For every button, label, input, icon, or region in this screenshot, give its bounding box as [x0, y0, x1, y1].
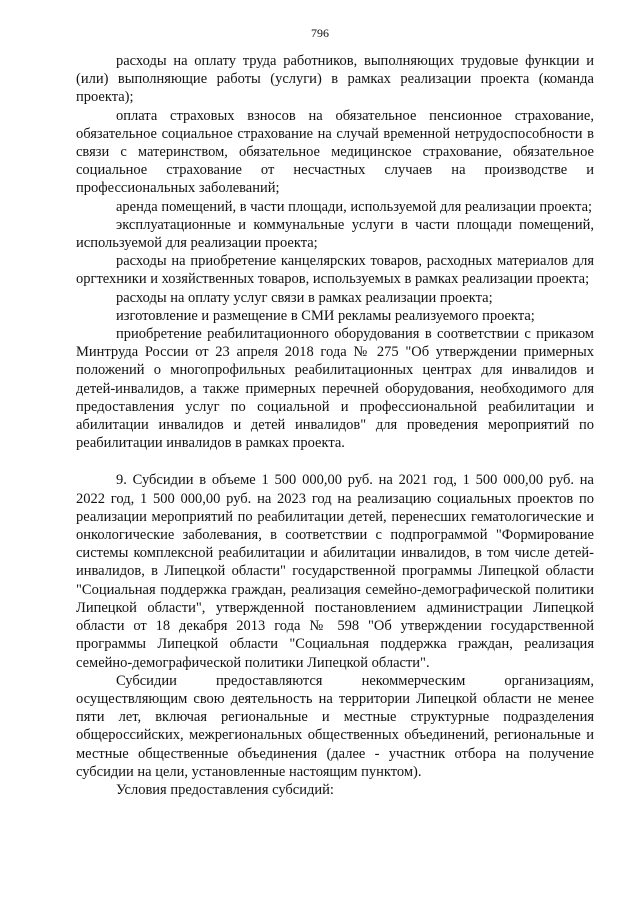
expense-item-insurance: оплата страховых взносов на обязательное пенсионное страхование, обязательное социальное страхование на случай временной нетрудоспособности в связи с материнством, обязательное медицинское страхование, обязательное социальное страхование от несчастных случаев на производстве и профессиональных заболеваний; [76, 107, 594, 197]
expense-item-supplies: расходы на приобретение канцелярских товаров, расходных материалов для оргтехники и хозяйственных товаров, используемых в рамках реализации проекта; [76, 253, 594, 288]
subsidy-recipients-paragraph: Субсидии предоставляются некоммерческим организациям, осуществляющим свою деятельность на территории Липецкой области не менее пяти лет, включая региональные и местные структурные подразделения общероссийских, межрегиональных общественных объединений, региональные и местные общественные объединения (далее - участник отбора на получение субсидии на цели, установленные настоящим пунктом). [76, 672, 594, 780]
expense-item-utilities: эксплуатационные и коммунальные услуги в части площади помещений, используемой для реализации проекта; [76, 216, 594, 252]
document-body [76, 52, 594, 799]
expense-item-equipment: приобретение реабилитационного оборудования в соответствии с приказом Минтруда России от 23 апреля 2018 года № 275 "Об утверждении примерных положений о многопрофильных реабилитационных центрах для инвалидов и детей-инвалидов, а также примерных перечней оборудования, необходимого для предоставления услуг по социальной и профессиональной реабилитации и абилитации инвалидов и детей инвалидов" для проведения мероприятий по реабилитации инвалидов в рамках проекта. [76, 326, 594, 452]
expense-item-communication: расходы на оплату услуг связи в рамках реализации проекта; [116, 289, 493, 306]
section-9-subsidies: 9. Субсидии в объеме 1 500 000,00 руб. на 2021 год, 1 500 000,00 руб. на 2022 год, 1 500 000,00 руб. на 2023 год на реализацию социальных проектов по реализации мероприятий по реабилитации детей, перенесших гематологические и онкологические заболевания, в соответствии с подпрограммой "Формирование системы комплексной реабилитации и абилитации инвалидов, в том числе детей-инвалидов, в Липецкой области" государственной программы Липецкой области "Социальная поддержка граждан, реализация семейно-демографической политики Липецкой области", утвержденной постановлением администрации Липецкой области от 18 декабря 2013 года № 598 "Об утверждении государственной программы Липецкой области "Социальная поддержка граждан, реализация семейно-демографической политики Липецкой области". [76, 472, 594, 671]
expense-item-labor: расходы на оплату труда работников, выполняющих трудовые функции и (или) выполняющие работы (услуги) в рамках реализации проекта (команда проекта); [76, 53, 594, 106]
expense-item-advertising: изготовление и размещение в СМИ рекламы реализуемого проекта; [116, 307, 535, 324]
subsidy-conditions-heading: Условия предоставления субсидий: [116, 781, 334, 798]
page-number: 796 [311, 26, 329, 40]
expense-item-rent: аренда помещений, в части площади, используемой для реализации проекта; [116, 198, 593, 215]
